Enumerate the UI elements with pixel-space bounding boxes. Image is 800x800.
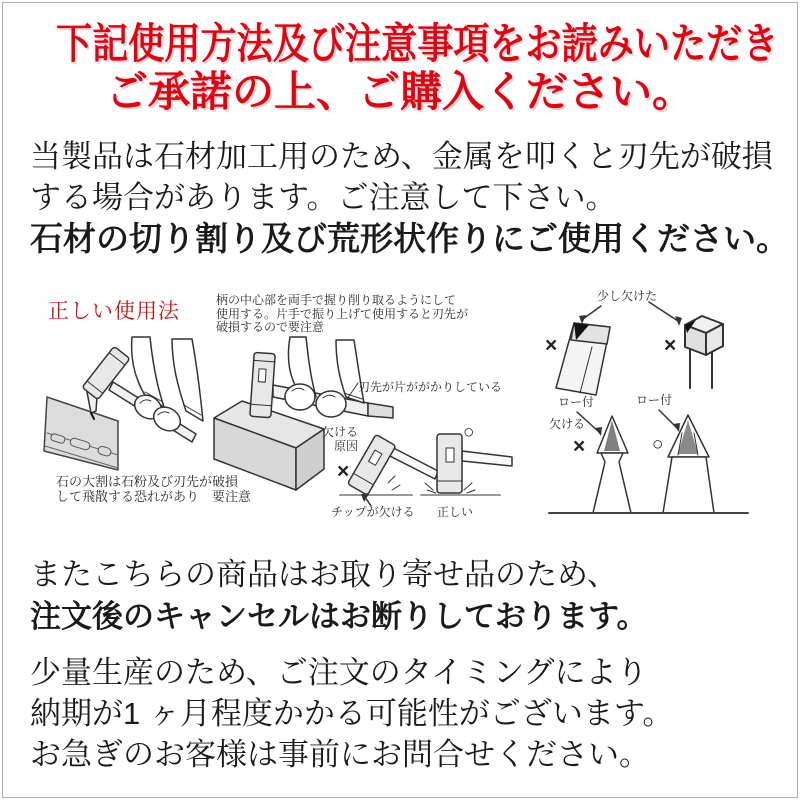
grip-caption: 柄の中心部を両手で握り削り取るようにして 使用する。片手で振り上げて使用すると刃先が 破損するので要注意: [216, 293, 469, 334]
delivery-line2: 納期が1 ヶ月程度かかる可能性がございます。: [30, 696, 674, 731]
correct-mark-hammer: ○: [463, 422, 475, 443]
braze-label-left: ロー付: [558, 395, 595, 409]
title-line1: 下記使用方法及び注意事項をお読みいただき: [56, 20, 779, 67]
wrong-mark-tilted-hammer: ×: [337, 460, 350, 483]
page-title: [0, 20, 800, 115]
usage-instruction-text: 石材の切り割り及び荒形状作りにご使用ください。: [30, 220, 789, 257]
material-warning-line2: する場合があります。ご注意して下さい。: [30, 180, 617, 215]
correct-label: 正しい: [437, 505, 474, 519]
stone-splitting-illustration: [44, 337, 203, 470]
correct-mark-point-chisel: ○: [652, 434, 664, 455]
material-warning-text: [30, 136, 773, 218]
material-warning-line1: 当製品は石材加工用のため、金属を叩くと刃先が破損: [30, 139, 773, 174]
delivery-line1: 少量生産のため、ご注文のタイミングにより: [30, 655, 648, 690]
delivery-line3: お急ぎのお客様は事前にお問合せください。: [30, 737, 650, 772]
title-line2: ご承諾の上、ご購入ください。: [105, 68, 694, 115]
brazed-point-chisel-wrong-illustration: [577, 412, 631, 513]
correct-hammer-illustration: [421, 434, 512, 495]
cancel-policy-text: 注文後のキャンセルはお断りしております。: [30, 599, 648, 634]
tip-chips-label: チップが欠ける: [331, 505, 415, 519]
braze-label-right: ロー付: [636, 393, 673, 407]
split-caption: 石の大割は石粉及び刃先が破損 して飛散する恐れがあり 要注意: [56, 474, 252, 504]
wrong-mark-square-chisel: ×: [664, 334, 677, 357]
wrong-mark-flat-chisel: ×: [545, 334, 558, 357]
slightly-chipped-label: 少し欠けた: [597, 289, 658, 303]
backorder-notice-text: またこちらの商品はお取り寄せ品のため、: [30, 557, 618, 592]
chipped-square-chisel-illustration: [685, 316, 723, 388]
wrong-mark-point-chisel: ×: [573, 435, 586, 458]
usage-diagram: [0, 285, 800, 540]
edge-label: 刃先が片ががかりしている: [358, 380, 503, 394]
delivery-notice-text: [30, 652, 673, 775]
brazed-point-chisel-correct-illustration: [659, 410, 714, 513]
correct-usage-label: 正しい使用法: [48, 300, 180, 323]
chip-cause-label: 欠ける 原因: [321, 425, 358, 453]
chips-label: 欠ける: [549, 417, 586, 431]
